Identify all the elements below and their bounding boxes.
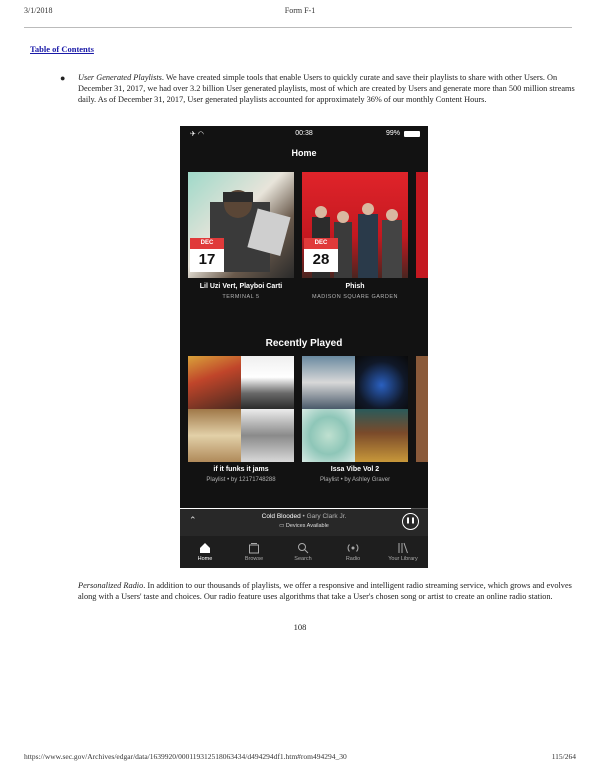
now-playing-title — [180, 513, 428, 520]
playlist-owner-1: Playlist • by 12171748288 — [206, 477, 276, 483]
expand-chevron-icon[interactable]: ⌃ — [189, 515, 197, 525]
nav-label-library: Your Library — [388, 556, 418, 562]
nav-browse[interactable] — [229, 538, 279, 562]
footer-url: https://www.sec.gov/Archives/edgar/data/1639920/000119312518063434/d494294df1.htm#rom494294_30 — [24, 752, 347, 761]
playback-progress-fill — [180, 508, 411, 509]
browse-icon — [229, 538, 279, 556]
now-playing-separator: • — [302, 513, 305, 520]
playlist-name-2: Issa Vibe Vol 2 — [330, 466, 380, 473]
nav-label-browse: Browse — [244, 556, 264, 562]
airplane-wifi-icon: ✈ ◠ — [190, 131, 204, 138]
nav-home[interactable] — [180, 538, 230, 562]
battery-icon — [404, 131, 420, 137]
playback-progress — [180, 508, 428, 509]
playlist-owner-2: Playlist • by Ashley Graver — [319, 477, 391, 483]
now-playing-artist: Gary Clark Jr. — [306, 513, 347, 520]
cover-tile — [188, 356, 241, 409]
pause-icon[interactable]: ❚❚ — [402, 513, 419, 530]
devices-icon: ▭ — [279, 523, 285, 529]
personalized-radio-body: . In addition to our thousands of playlists, we offer a responsive and intelligent radio streaming service, which grows and evolves along with a Users' taste and choices. Our radio feature uses algorithms that take a User's chosen song or artist to create an online radio station. — [78, 581, 572, 601]
cover-tile — [241, 409, 294, 462]
status-battery: 99% — [385, 130, 400, 137]
page-number: 108 — [293, 622, 307, 632]
app-screenshot — [180, 126, 428, 568]
library-icon — [378, 538, 428, 556]
status-time: 00:38 — [295, 130, 313, 137]
event-date-badge-2 — [304, 238, 338, 272]
devices-label: Devices Available — [285, 523, 329, 529]
nav-label-search: Search — [294, 556, 312, 562]
event-month-1: DEC — [190, 238, 224, 249]
event-day-1: 17 — [198, 251, 216, 268]
event-venue-2: MADISON SQUARE GARDEN — [312, 294, 398, 300]
now-playing-track: Cold Blooded — [261, 513, 301, 520]
event-name-2: Phish — [345, 283, 365, 290]
home-title: Home — [291, 148, 317, 158]
cover-tile — [241, 356, 294, 409]
cover-tile — [302, 409, 355, 462]
radio-icon — [328, 538, 378, 556]
personalized-radio-paragraph — [78, 580, 576, 602]
user-playlists-body: . We have created simple tools that enable Users to quickly curate and save their playlists to share with other Users. On December 31, 2017, we had over 3.2 billion User generated playlists, most of which are created by Users and generate more than 500 million streams daily. As of December 31, 2017, User generated playlists accounted for approximately 36% of our monthly Content Hours. — [78, 73, 575, 104]
user-playlists-lead: User Generated Playlists — [78, 73, 162, 82]
footer-page-count: 115/264 — [551, 752, 576, 761]
user-playlists-paragraph — [78, 72, 576, 105]
playlist-cover-1[interactable] — [188, 356, 294, 462]
event-venue-1: TERMINAL 5 — [222, 294, 260, 300]
event-date-badge-1 — [190, 238, 224, 272]
devices-available[interactable] — [180, 523, 428, 529]
nav-label-home: Home — [197, 556, 213, 562]
event-card-3-partial[interactable] — [416, 172, 428, 278]
nav-label-radio: Radio — [345, 556, 361, 562]
cover-tile — [355, 356, 408, 409]
header-date: 3/1/2018 — [24, 6, 53, 15]
playlist-cover-3-partial[interactable] — [416, 356, 428, 462]
recently-played-title: Recently Played — [265, 338, 343, 349]
personalized-radio-lead: Personalized Radio — [78, 581, 144, 590]
search-icon — [278, 538, 328, 556]
table-of-contents-link[interactable]: Table of Contents — [30, 44, 94, 54]
cover-tile — [188, 409, 241, 462]
cover-tile — [302, 356, 355, 409]
nav-library[interactable] — [378, 538, 428, 562]
nav-search[interactable] — [278, 538, 328, 562]
event-month-2: DEC — [304, 238, 338, 249]
header-rule — [24, 27, 572, 28]
playlist-name-1: if it funks it jams — [213, 466, 269, 473]
playlist-cover-2[interactable] — [302, 356, 408, 462]
event-day-2: 28 — [312, 251, 330, 268]
bullet-marker: ● — [60, 73, 66, 83]
cover-tile — [355, 409, 408, 462]
event-card-2[interactable] — [302, 172, 408, 278]
home-icon — [180, 538, 230, 556]
event-card-1[interactable] — [188, 172, 294, 278]
nav-radio[interactable] — [328, 538, 378, 562]
header-title: Form F-1 — [284, 6, 316, 15]
event-name-1: Lil Uzi Vert, Playboi Carti — [199, 283, 283, 290]
